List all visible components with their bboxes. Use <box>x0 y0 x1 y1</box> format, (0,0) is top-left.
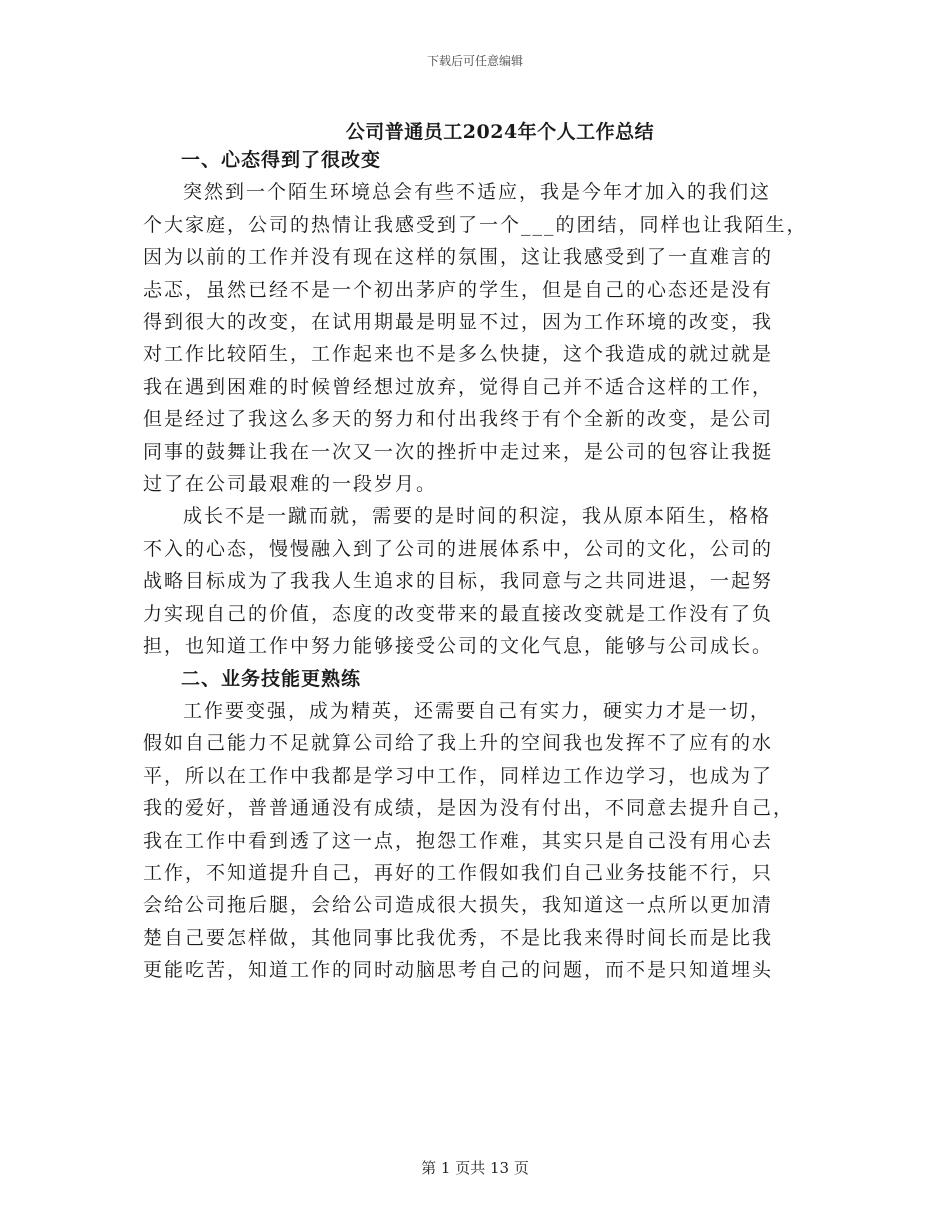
text-line: 不入的心态，慢慢融入到了公司的进展体系中，公司的文化，公司的 <box>143 537 774 560</box>
document-title: 公司普通员工2024年个人工作总结 <box>345 121 655 143</box>
section-heading: 一、心态得到了很改变 <box>181 149 382 171</box>
text-line: 过了在公司最艰难的一段岁月。 <box>143 473 438 496</box>
paragraph <box>143 500 803 662</box>
text-line: 成长不是一蹴而就，需要的是时间的积淀，我从原本陌生，格格 <box>183 505 772 528</box>
text-line: 平，所以在工作中我都是学习中工作，同样边工作边学习，也成为了 <box>143 764 774 787</box>
text-line: 假如自己能力不足就算公司给了我上升的空间我也发挥不了应有的水 <box>143 732 774 755</box>
text-line: 担，也知道工作中努力能够接受公司的文化气息，能够与公司成长。 <box>143 635 774 658</box>
text-line: 我在遇到困难的时候曾经想过放弃，觉得自己并不适合这样的工作， <box>143 375 774 398</box>
text-line: 楚自己要怎样做，其他同事比我优秀，不是比我来得时间长而是比我 <box>143 926 774 949</box>
text-line: 突然到一个陌生环境总会有些不适应，我是今年才加入的我们这 <box>183 181 772 204</box>
text-line: 个大家庭，公司的热情让我感受到了一个___的团结，同样也让我陌生， <box>143 213 808 236</box>
page-number: 第 1 页共 13 页 <box>421 1159 529 1177</box>
paragraph <box>143 176 808 500</box>
text-line: 因为以前的工作并没有现在这样的氛围，这让我感受到了一直难言的 <box>143 246 774 269</box>
text-line: 同事的鼓舞让我在一次又一次的挫折中走过来，是公司的包容让我挺 <box>143 440 774 463</box>
page-header-note: 下载后可任意编辑 <box>426 54 523 68</box>
document-body <box>143 144 808 987</box>
text-line: 工作，不知道提升自己，再好的工作假如我们自己业务技能不行，只 <box>143 861 774 884</box>
text-line: 工作要变强，成为精英，还需要自己有实力，硬实力才是一切， <box>183 699 772 722</box>
section-heading: 二、业务技能更熟练 <box>181 667 362 690</box>
text-line: 我在工作中看到透了这一点，抱怨工作难，其实只是自己没有用心去 <box>143 829 774 852</box>
text-line: 对工作比较陌生，工作起来也不是多么快捷，这个我造成的就过就是 <box>143 343 774 366</box>
text-line: 战略目标成为了我我人生追求的目标，我同意与之共同进退，一起努 <box>143 570 774 593</box>
text-line: 得到很大的改变，在试用期最是明显不过，因为工作环境的改变，我 <box>143 311 774 334</box>
text-line: 会给公司拖后腿，会给公司造成很大损失，我知道这一点所以更加清 <box>143 894 774 917</box>
text-line: 我的爱好，普普通通没有成绩，是因为没有付出，不同意去提升自己， <box>143 797 795 820</box>
text-line: 力实现自己的价值，态度的改变带来的最直接改变就是工作没有了负 <box>143 602 774 625</box>
text-line: 忐忑，虽然已经不是一个初出茅庐的学生，但是自己的心态还是没有 <box>143 278 774 301</box>
paragraph <box>143 695 803 987</box>
text-line: 但是经过了我这么多天的努力和付出我终于有个全新的改变，是公司 <box>143 408 774 431</box>
text-line: 更能吃苦，知道工作的同时动脑思考自己的问题，而不是只知道埋头 <box>143 959 774 982</box>
